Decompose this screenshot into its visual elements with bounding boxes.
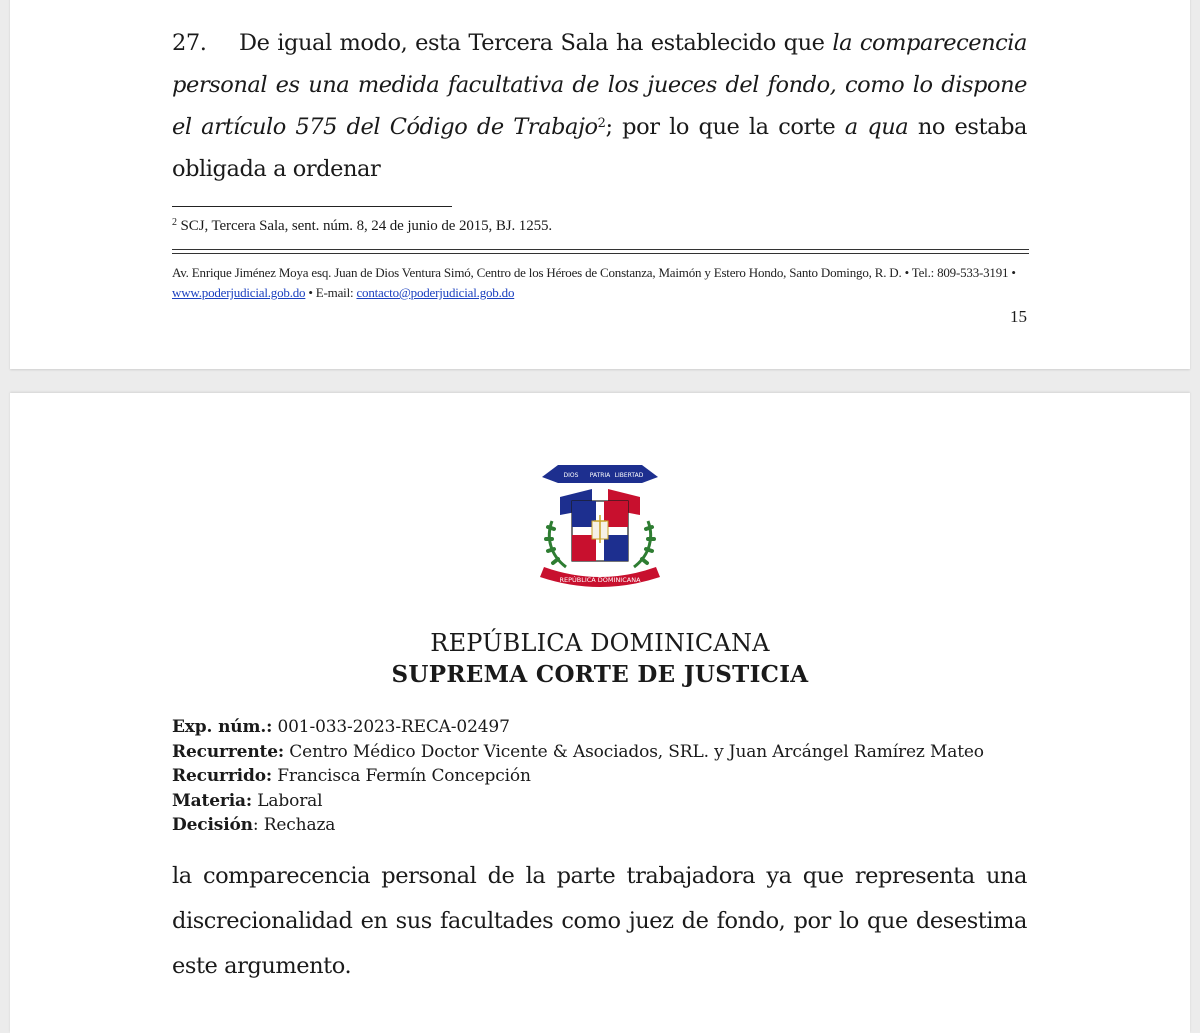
case-row-recurrente: Recurrente: Centro Médico Doctor Vicente & Asociados, SRL. y Juan Arcángel Ramírez Mateo xyxy=(172,741,984,762)
footnote-divider xyxy=(172,206,452,207)
seal-shield xyxy=(572,501,628,561)
paragraph-italic-term: a qua xyxy=(844,114,909,140)
case-row-expediente: Exp. núm.: 001-033-2023-RECA-02497 xyxy=(172,717,510,737)
case-row-recurrido: Recurrido: Francisca Fermín Concepción xyxy=(172,766,531,786)
page-number: 15 xyxy=(1010,307,1027,326)
footnote-number: 2 xyxy=(172,217,177,228)
email-label: • E-mail: xyxy=(305,285,357,300)
footnote-reference[interactable]: 2 xyxy=(597,116,606,131)
footer-divider xyxy=(172,253,1029,254)
paragraph-text: De igual modo, esta Tercera Sala ha establecido que xyxy=(239,30,833,56)
address-text: Av. Enrique Jiménez Moya esq. Juan de Dios Ventura Simó, Centro de los Héroes de Constanza, Maimón y Estero Hondo, Santo Domingo, R. D. • Tel.: 809-533-3191 • xyxy=(172,265,1016,280)
footnote xyxy=(172,218,552,235)
footnote-text: SCJ, Tercera Sala, sent. núm. 8, 24 de junio de 2015, BJ. 1255. xyxy=(176,218,553,234)
footer-divider xyxy=(172,249,1029,250)
document-page-15 xyxy=(10,0,1190,369)
coat-of-arms-seal xyxy=(530,455,670,595)
court-heading: SUPREMA CORTE DE JUSTICIA xyxy=(391,661,809,688)
website-link[interactable]: www.poderjudicial.gob.do xyxy=(172,285,306,300)
seal-word-patria: PATRIA xyxy=(589,472,611,479)
paragraph-number: 27. xyxy=(172,30,207,56)
seal-word-dios: DIOS xyxy=(563,472,579,479)
case-metadata xyxy=(172,715,984,838)
republic-heading: REPÚBLICA DOMINICANA xyxy=(430,629,770,657)
document-page-1 xyxy=(10,393,1190,1033)
seal-word-libertad: LIBERTAD xyxy=(614,472,644,479)
case-row-decision: Decisión: Rechaza xyxy=(172,815,336,835)
email-link[interactable]: contacto@poderjudicial.gob.do xyxy=(356,285,515,300)
seal-bottom-text: REPÚBLICA DOMINICANA xyxy=(559,576,641,584)
paragraph-text: ; por lo que la corte xyxy=(605,114,845,140)
case-row-materia: Materia: Laboral xyxy=(172,790,323,811)
footer-address xyxy=(172,263,1032,303)
paragraph-italic-quote: la comparecencia personal es una medida facultativa de los jueces del fondo, como lo dispone el artículo 575 del Código de Trabajo xyxy=(172,30,1027,140)
paragraph-27 xyxy=(172,22,1027,190)
paragraph-text: no estaba obligada a ordenar xyxy=(172,114,1027,182)
paragraph-continuation: la comparecencia personal de la parte trabajadora ya que representa una discrecionalidad en sus facultades como juez de fondo, por lo que desestima este argumento. xyxy=(172,863,1027,979)
